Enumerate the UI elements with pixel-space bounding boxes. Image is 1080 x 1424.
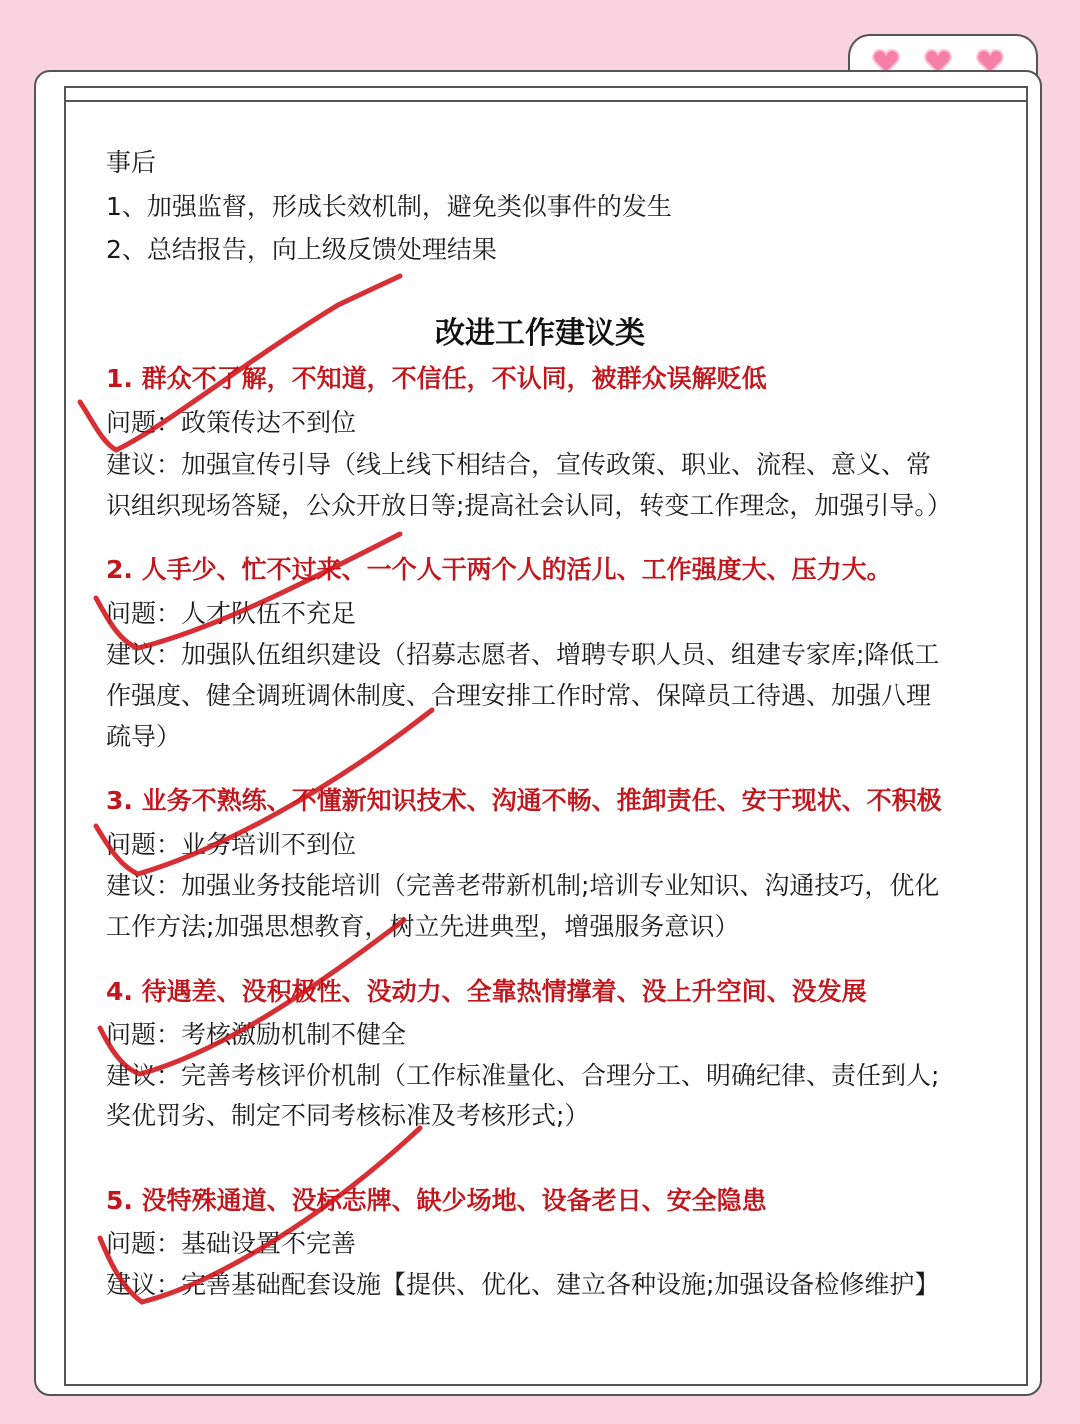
- item-3-problem: 问题：业务培训不到位: [106, 830, 357, 859]
- after-item-2: 2、总结报告，向上级反馈处理结果: [106, 235, 497, 264]
- item-1-heading: 1. 群众不了解，不知道，不信任，不认同，被群众误解贬低: [106, 364, 767, 393]
- item-2-suggestion-line: 建议：加强队伍组织建设（招募志愿者、增聘专职人员、组建专家库;降低工: [106, 640, 940, 669]
- item-3-suggestion-line: 工作方法;加强思想教育，树立先进典型，增强服务意识）: [106, 912, 740, 941]
- after-item-1: 1、加强监督，形成长效机制，避免类似事件的发生: [106, 192, 672, 221]
- item-5-problem: 问题：基础设置不完善: [106, 1229, 357, 1258]
- after-heading: 事后: [106, 148, 157, 177]
- item-4-suggestion-line: 建议：完善考核评价机制（工作标准量化、合理分工、明确纪律、责任到人;: [106, 1061, 940, 1090]
- item-2-heading: 2. 人手少、忙不过来、一个人干两个人的活儿、工作强度大、压力大。: [106, 555, 892, 584]
- item-1-suggestion-line: 建议：加强宣传引导（线上线下相结合，宣传政策、职业、流程、意义、常: [106, 450, 932, 479]
- item-2-problem: 问题：人才队伍不充足: [106, 599, 357, 628]
- item-5-suggestion-line: 建议：完善基础配套设施【提供、优化、建立各种设施;加强设备检修维护】: [106, 1270, 940, 1299]
- item-4-problem: 问题：考核激励机制不健全: [106, 1020, 407, 1049]
- item-1-problem: 问题：政策传达不到位: [106, 408, 357, 437]
- section-title: 改进工作建议类: [435, 316, 645, 351]
- item-4-heading: 4. 待遇差、没积极性、没动力、全靠热情撑着、没上升空间、没发展: [106, 977, 867, 1006]
- item-4-suggestion-line: 奖优罚劣、制定不同考核标准及考核形式;）: [106, 1101, 590, 1130]
- item-3-heading: 3. 业务不熟练、不懂新知识技术、沟通不畅、推卸责任、安于现状、不积极: [106, 786, 942, 815]
- item-2-suggestion-line: 疏导）: [106, 722, 182, 751]
- item-1-suggestion-line: 识组织现场答疑，公众开放日等;提高社会认同，转变工作理念，加强引导。）: [106, 491, 952, 520]
- item-2-suggestion-line: 作强度、健全调班调休制度、合理安排工作时常、保障员工待遇、加强八理: [106, 681, 932, 710]
- item-5-heading: 5. 没特殊通道、没标志牌、缺少场地、设备老日、安全隐患: [106, 1186, 767, 1215]
- item-3-suggestion-line: 建议：加强业务技能培训（完善老带新机制;培训专业知识、沟通技巧，优化: [106, 871, 940, 900]
- card-top-rule: [66, 100, 1026, 102]
